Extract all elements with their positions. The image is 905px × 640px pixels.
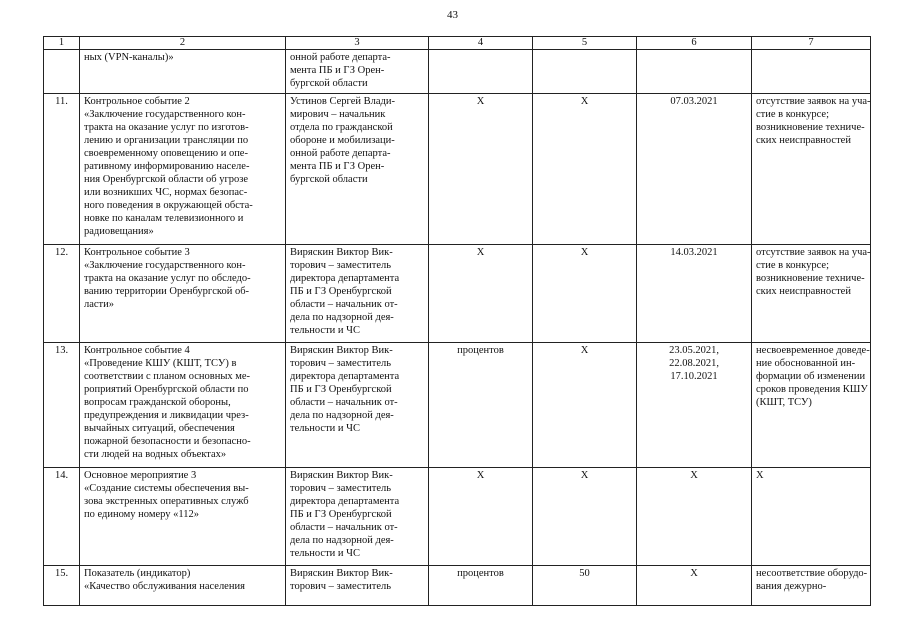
event-description-cell	[80, 245, 286, 343]
table-row	[44, 50, 871, 94]
cell-text-line: ласти»	[84, 299, 115, 310]
cell-text-line: Показатель (индикатор)	[84, 568, 191, 579]
cell-text-line: тельности и ЧС	[290, 548, 360, 559]
column-header: 7	[752, 37, 871, 50]
cell-text-line: «Создание системы обеспечения вы-	[84, 483, 249, 494]
row-number-cell: 15.	[44, 566, 80, 606]
cell-text-line: области – начальник от-	[290, 299, 398, 310]
cell-text-line: Виряскин Виктор Вик-	[290, 247, 393, 258]
unit-cell	[429, 94, 533, 245]
risk-cell	[752, 245, 871, 343]
value-cell	[533, 468, 637, 566]
risk-cell	[752, 94, 871, 245]
cell-text-line: торович – заместитель	[290, 358, 392, 369]
cell-text-line: «Заключение государственного кон-	[84, 109, 246, 120]
cell-text-line: мента ПБ и ГЗ Орен-	[290, 65, 385, 76]
cell-text-line: возникновение техниче-	[756, 122, 865, 133]
unit-cell	[429, 50, 533, 94]
unit-cell	[429, 245, 533, 343]
cell-text-line: «Проведение КШУ (КШТ, ТСУ) в	[84, 358, 237, 369]
column-header: 5	[533, 37, 637, 50]
cell-text-line: Х	[580, 96, 589, 107]
date-cell	[637, 94, 752, 245]
risk-cell	[752, 468, 871, 566]
cell-text-line: ние обоснованной ин-	[756, 358, 856, 369]
responsible-person-cell	[286, 566, 429, 606]
table-row	[44, 468, 871, 566]
cell-text-line: вычайных ситуаций, обеспечения	[84, 423, 235, 434]
cell-text-line: радиовещания»	[84, 226, 154, 237]
cell-text-line: ПБ и ГЗ Оренбургской	[290, 286, 392, 297]
cell-text-line: директора департамента	[290, 273, 400, 284]
cell-text-line: торович – заместитель	[290, 581, 392, 592]
cell-text-line: Х	[756, 470, 764, 481]
cell-text-line: 07.03.2021	[670, 96, 718, 107]
date-cell	[637, 50, 752, 94]
page-number: 43	[447, 9, 458, 21]
cell-text-line: предупреждения и ликвидации чрез-	[84, 410, 249, 421]
cell-text-line: области – начальник от-	[290, 522, 398, 533]
cell-text-line: ПБ и ГЗ Оренбургской	[290, 384, 392, 395]
cell-text-line: области – начальник от-	[290, 397, 398, 408]
cell-text-line: обороне и мобилизаци-	[290, 135, 395, 146]
table-row	[44, 343, 871, 468]
header-row	[44, 37, 871, 50]
cell-text-line: Х	[580, 247, 589, 258]
cell-text-line: 17.10.2021	[670, 371, 718, 382]
cell-text-line: 23.05.2021,	[669, 345, 719, 356]
cell-text-line: ративному информированию населе-	[84, 161, 250, 172]
cell-text-line: несвоевременное доведе-	[756, 345, 870, 356]
cell-text-line: дела по надзорной дея-	[290, 312, 394, 323]
responsible-person-cell	[286, 94, 429, 245]
row-number-cell	[44, 50, 80, 94]
cell-text-line: соответствии с планом основных ме-	[84, 371, 251, 382]
value-cell	[533, 94, 637, 245]
unit-cell	[429, 566, 533, 606]
cell-text-line: тракта на оказание услуг по изготов-	[84, 122, 249, 133]
table-row	[44, 566, 871, 606]
cell-text-line: Основное мероприятие 3	[84, 470, 197, 481]
cell-text-line: Х	[476, 247, 485, 258]
cell-text-line: процентов	[457, 568, 504, 579]
value-cell	[533, 566, 637, 606]
table-row	[44, 94, 871, 245]
cell-text-line: дела по надзорной дея-	[290, 410, 394, 421]
cell-text-line: 14.03.2021	[670, 247, 718, 258]
responsible-person-cell	[286, 245, 429, 343]
event-description-cell	[80, 343, 286, 468]
cell-text-line: лению и организации трансляции по	[84, 135, 249, 146]
cell-text-line: Виряскин Виктор Вик-	[290, 470, 393, 481]
cell-text-line: бургской области	[290, 78, 368, 89]
cell-text-line: роприятий Оренбургской области по	[84, 384, 249, 395]
cell-text-line: Устинов Сергей Влади-	[290, 96, 395, 107]
cell-text-line: своевременному оповещению и опе-	[84, 148, 248, 159]
cell-text-line: онной работе департа-	[290, 52, 391, 63]
cell-text-line: ния Оренбургской области об угрозе	[84, 174, 249, 185]
cell-text-line: торович – заместитель	[290, 483, 392, 494]
cell-text-line: сти людей на водных объектах»	[84, 449, 227, 460]
date-cell	[637, 343, 752, 468]
column-header: 4	[429, 37, 533, 50]
plan-table	[43, 36, 871, 606]
value-cell	[533, 343, 637, 468]
responsible-person-cell	[286, 343, 429, 468]
cell-text-line: отсутствие заявок на уча-	[756, 96, 871, 107]
cell-text-line: Контрольное событие 4	[84, 345, 190, 356]
table-row	[44, 245, 871, 343]
cell-text-line: тракта на оказание услуг по обследо-	[84, 273, 251, 284]
row-number-cell: 12.	[44, 245, 80, 343]
cell-text-line: ных (VPN-каналы)»	[84, 52, 174, 63]
responsible-person-cell	[286, 50, 429, 94]
risk-cell	[752, 566, 871, 606]
cell-text-line: тельности и ЧС	[290, 423, 360, 434]
cell-text-line: зова экстренных оперативных служб	[84, 496, 249, 507]
risk-cell	[752, 343, 871, 468]
cell-text-line: онной работе департа-	[290, 148, 391, 159]
cell-text-line: директора департамента	[290, 371, 400, 382]
cell-text-line: процентов	[457, 345, 504, 356]
cell-text-line: отдела по гражданской	[290, 122, 393, 133]
row-number-cell: 11.	[44, 94, 80, 245]
cell-text-line: Виряскин Виктор Вик-	[290, 568, 393, 579]
cell-text-line: Х	[690, 470, 698, 481]
value-cell	[533, 50, 637, 94]
cell-text-line: пожарной безопасности и безопасно-	[84, 436, 251, 447]
event-description-cell	[80, 566, 286, 606]
cell-text-line: мента ПБ и ГЗ Орен-	[290, 161, 385, 172]
cell-text-line: (КШТ, ТСУ)	[756, 397, 812, 408]
event-description-cell	[80, 94, 286, 245]
cell-text-line: «Качество обслуживания населения	[84, 581, 245, 592]
cell-text-line: торович – заместитель	[290, 260, 392, 271]
cell-text-line: Х	[580, 345, 589, 356]
cell-text-line: Виряскин Виктор Вик-	[290, 345, 393, 356]
cell-text-line: «Заключение государственного кон-	[84, 260, 246, 271]
cell-text-line: ских неисправностей	[756, 135, 851, 146]
cell-text-line: 50	[579, 568, 590, 579]
cell-text-line: вания дежурно-	[756, 581, 827, 592]
cell-text-line: сроков проведения КШУ	[756, 384, 868, 395]
cell-text-line: директора департамента	[290, 496, 400, 507]
cell-text-line: Х	[476, 470, 485, 481]
responsible-person-cell	[286, 468, 429, 566]
column-header: 3	[286, 37, 429, 50]
risk-cell	[752, 50, 871, 94]
date-cell	[637, 566, 752, 606]
unit-cell	[429, 343, 533, 468]
cell-text-line: Х	[580, 470, 589, 481]
cell-text-line: формации об изменении	[756, 371, 866, 382]
cell-text-line: ПБ и ГЗ Оренбургской	[290, 509, 392, 520]
cell-text-line: Х	[690, 568, 698, 579]
date-cell	[637, 245, 752, 343]
cell-text-line: ного поведения в окружающей обста-	[84, 200, 253, 211]
column-header: 1	[44, 37, 80, 50]
cell-text-line: вопросам гражданской обороны,	[84, 397, 231, 408]
cell-text-line: ских неисправностей	[756, 286, 851, 297]
cell-text-line: Контрольное событие 3	[84, 247, 190, 258]
cell-text-line: бургской области	[290, 174, 368, 185]
cell-text-line: возникновение техниче-	[756, 273, 865, 284]
cell-text-line: или возникших ЧС, нормах безопас-	[84, 187, 248, 198]
cell-text-line: несоответствие оборудо-	[756, 568, 868, 579]
value-cell	[533, 245, 637, 343]
column-header: 2	[80, 37, 286, 50]
cell-text-line: по единому номеру «112»	[84, 509, 199, 520]
date-cell	[637, 468, 752, 566]
cell-text-line: ванию территории Оренбургской об-	[84, 286, 250, 297]
unit-cell	[429, 468, 533, 566]
column-header: 6	[637, 37, 752, 50]
row-number-cell: 14.	[44, 468, 80, 566]
cell-text-line: стие в конкурсе;	[756, 260, 829, 271]
cell-text-line: дела по надзорной дея-	[290, 535, 394, 546]
cell-text-line: 22.08.2021,	[669, 358, 719, 369]
cell-text-line: новке по каналам телевизионного и	[84, 213, 244, 224]
cell-text-line: Х	[476, 96, 485, 107]
cell-text-line: мирович – начальник	[290, 109, 386, 120]
cell-text-line: тельности и ЧС	[290, 325, 360, 336]
event-description-cell	[80, 50, 286, 94]
cell-text-line: Контрольное событие 2	[84, 96, 190, 107]
event-description-cell	[80, 468, 286, 566]
cell-text-line: стие в конкурсе;	[756, 109, 829, 120]
row-number-cell: 13.	[44, 343, 80, 468]
cell-text-line: отсутствие заявок на уча-	[756, 247, 871, 258]
